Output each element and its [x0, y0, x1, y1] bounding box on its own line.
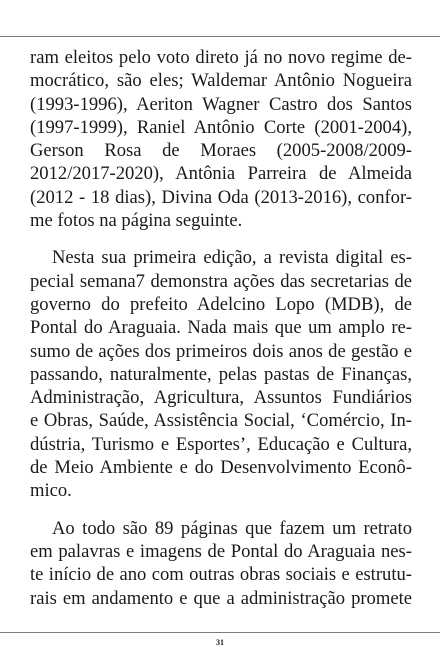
text-line: Pontal do Araguaia. Nada mais que um amplo re- [30, 317, 412, 339]
text-line: ram eleitos pelo voto direto já no novo regime de- [30, 47, 412, 68]
article-body [30, 46, 412, 610]
paragraph-2 [30, 246, 412, 502]
text-line: 2012/2017-2020), Antônia Parreira de Almeida [30, 163, 412, 185]
text-line: mocrático, são eles; Waldemar Antônio Nogueira [30, 70, 412, 92]
text-line: (1997-1999), Raniel Antônio Corte (2001-2004), [30, 116, 412, 138]
text-line: Administração, Agricultura, Assuntos Fundiários [30, 387, 412, 409]
top-rule [0, 36, 440, 37]
paragraph-spacer [30, 232, 412, 246]
text-line: passando, naturalmente, pelas pastas de Finanças, [30, 363, 412, 385]
text-line: dústria, Turismo e Esportes’, Educação e Cultura, [30, 433, 412, 455]
text-line: Gerson Rosa de Moraes (2005-2008/2009- [30, 140, 412, 162]
bottom-rule [0, 632, 440, 633]
text-line: mico. [30, 480, 72, 502]
text-line: de Meio Ambiente e do Desenvolvimento Econô- [30, 457, 412, 479]
text-line: Ao todo são 89 páginas que fazem um retrato [52, 517, 412, 539]
text-line: rais em andamento e que a administração promete [30, 587, 412, 609]
text-line: te início de ano com outras obras sociais e estrutu- [30, 564, 412, 586]
page-number: 31 [216, 638, 224, 647]
text-line: em palavras e imagens de Pontal do Araguaia nes- [30, 540, 412, 562]
text-line: (2012 - 18 dias), Divina Oda (2013-2016), confor- [30, 186, 412, 208]
paragraph-1 [30, 46, 412, 232]
text-line: governo do prefeito Adelcino Lopo (MDB), de [30, 293, 412, 315]
text-line: me fotos na página seguinte. [30, 210, 243, 232]
text-line: e Obras, Saúde, Assistência Social, ‘Comércio, In- [30, 410, 412, 432]
paragraph-3 [30, 517, 412, 610]
text-line: Nesta sua primeira edição, a revista digital es- [52, 247, 412, 269]
paragraph-spacer [30, 503, 412, 517]
text-line: sumo de ações dos primeiros dois anos de gestão e [30, 340, 412, 362]
text-line: (1993-1996), Aeriton Wagner Castro dos Santos [30, 93, 412, 115]
text-line: pecial semana7 demonstra ações das secretarias de [30, 270, 412, 292]
